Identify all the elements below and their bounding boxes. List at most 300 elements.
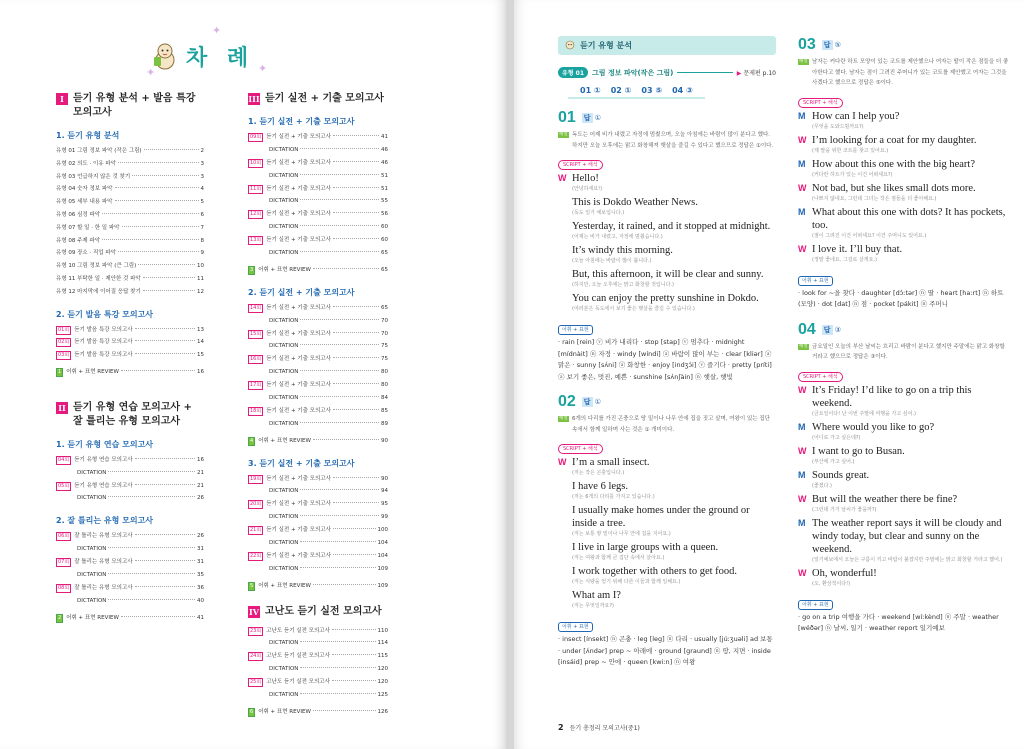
toc-row[interactable] [56,286,204,299]
korean-translation: (금요일이다! 난 이번 주말에 여행을 가고 싶어.) [812,410,916,417]
toc-label: DICTATION [77,571,107,578]
script-label: SCRIPT + 해석 [558,160,603,170]
toc-label: 고난도 듣기 실전 모의고사 [266,679,330,686]
toc-row[interactable] [248,208,388,221]
korean-translation: (부산에 가고 싶어.) [812,458,855,465]
dot-leader [300,199,379,200]
dot-leader [332,629,376,630]
korean-translation: (어디로 가고 싶은데?) [812,434,861,441]
toc-row[interactable] [248,498,388,511]
session-badge: 13회 [250,237,262,244]
toc-page: 16 [197,368,204,375]
part-number: IV [249,606,259,617]
dot-leader [300,422,379,423]
toc-row[interactable] [56,480,204,493]
script-line [798,445,1010,466]
script-line [558,504,776,538]
toc-label: 듣기 실전 + 기출 모의고사 [266,304,331,311]
toc-row[interactable] [248,353,388,366]
toc-row[interactable] [248,247,388,260]
dot-leader [118,251,199,252]
english-sentence: What am I? [572,590,621,601]
toc-row[interactable] [248,221,388,234]
toc-row[interactable] [248,405,388,418]
toc-review [248,264,388,277]
toc-row[interactable] [248,580,388,593]
toc-row[interactable] [56,467,204,480]
toc-page: 40 [197,597,204,604]
toc-page: 126 [377,708,388,715]
korean-translation: (저는 여왕과 함께 큰 집단 속에서 살아요.) [572,555,665,561]
toc-row[interactable] [248,418,388,431]
dot-leader [300,693,375,694]
toc-row[interactable] [248,706,388,719]
toc-label: DICTATION [269,369,299,376]
toc-row[interactable] [56,336,204,349]
korean-translation: (하지만, 오늘 오후에는 맑고 화창할 것입니다.) [572,282,674,288]
session-badge: 25회 [250,679,262,686]
toc-row[interactable] [248,144,388,157]
session-badge: 16회 [250,356,262,363]
dot-leader [132,175,198,176]
toc-page: 75 [381,343,388,350]
toc-page: 65 [381,304,388,311]
question-header [558,109,776,127]
toc-row[interactable] [248,170,388,183]
toc-label: 고난도 듣기 실전 모의고사 [266,653,330,660]
part-title: 고난도 듣기 실전 모의고사 [265,605,382,617]
toc-row[interactable] [56,556,204,569]
toc-label: 듣기 실전 + 기출 모의고사 [266,330,331,337]
review-badge: 2 [58,614,62,621]
toc-row[interactable] [248,563,388,576]
toc-row[interactable] [248,689,388,702]
english-sentence: I usually make homes under the ground or inside a tree. [572,505,750,529]
answer-label: 답 [823,325,831,334]
toc-label: 어휘 + 표현 REVIEW [258,708,311,715]
toc-label: 듣기 발음 특강 모의고사 [74,339,133,346]
session-badge: 23회 [250,627,262,634]
dot-leader [300,370,379,371]
answer-item: 01 ① [580,86,601,95]
dot-leader [300,319,379,320]
session-badge: 11회 [250,185,262,192]
toc-page: 46 [381,146,388,153]
answer-label: 답 [823,41,831,49]
toc-label: 유형 04 숫자 정보 파악 [56,186,113,193]
speaker-label: W [798,134,807,145]
speaker-label: W [798,182,807,193]
dot-leader [333,477,379,478]
type-name: 그림 정보 파악(작은 그림) [592,68,674,77]
toc-label: 듣기 실전 + 기출 모의고사 [266,501,331,508]
question-header [798,321,1010,339]
dot-leader [313,584,376,585]
toc-page: 21 [197,469,204,476]
speaker-label: M [798,469,806,480]
question-header [558,393,776,411]
section-title: 1. 듣기 유형 분석 [56,131,120,140]
toc-row[interactable] [56,582,204,595]
toc-row[interactable] [248,625,388,638]
toc-row[interactable] [248,302,388,315]
dot-leader [108,471,195,472]
dot-leader [333,357,379,358]
toc-label: DICTATION [269,198,299,205]
script-line [798,493,1010,514]
toc-page: 3 [200,160,204,167]
toc-page: 10 [197,263,204,270]
dot-leader [143,290,195,291]
speaker-label: W [798,243,807,254]
toc-row[interactable] [248,537,388,550]
toc-page: 109 [377,582,388,589]
toc-row[interactable] [56,349,204,362]
toc-row[interactable] [56,158,204,171]
answer-label: 답 [583,114,591,122]
right-page [514,0,1024,749]
english-sentence: How about this one with the big heart? [812,158,976,170]
toc-page: 26 [197,495,204,502]
toc-row[interactable] [56,247,204,260]
explanation [798,57,1010,89]
toc-row[interactable] [56,492,204,505]
dot-leader [121,616,195,617]
toc-row[interactable] [56,196,204,209]
part-number: II [56,402,68,414]
english-sentence: Not bad, but she likes small dots more. [812,182,976,194]
session-badge: 10회 [250,159,262,166]
english-sentence: This is Dokdo Weather News. [572,197,698,208]
dot-leader [300,148,379,149]
speaker-label: M [798,421,806,432]
korean-translation: (저는 보통 땅 밑이나 나무 안에 집을 지어요.) [572,531,671,537]
toc-page: 56 [381,211,388,218]
vocab-label: 어휘 + 표현 [558,325,593,335]
toc-label: 어휘 + 표현 REVIEW [258,582,311,589]
korean-translation: (점이 그려진 이건 어떠세요? 이건 주머니도 있어요.) [812,232,927,239]
answer-column-2 [798,36,1010,635]
dot-leader [135,458,195,459]
dot-leader [108,573,195,574]
speaker-label: W [798,567,807,578]
session-badge: 14회 [250,304,262,311]
explain-tag: 해설 [559,132,568,137]
toc-page: 9 [200,250,204,257]
dot-leader [102,213,198,214]
toc-row[interactable] [248,328,388,341]
toc-label: DICTATION [269,666,299,673]
toc-row[interactable] [248,550,388,563]
toc-row[interactable] [56,260,204,273]
session-badge: 02회 [58,339,70,346]
question-header [798,36,1010,54]
toc-label: 유형 01 그림 정보 파악 (작은 그림) [56,148,142,154]
session-badge: 21회 [250,527,262,534]
dot-leader [300,489,379,490]
toc-row[interactable] [248,157,388,170]
toc-page: 51 [381,185,388,192]
dot-leader [300,344,379,345]
toc-page: 114 [377,640,388,647]
english-sentence: What about this one with dots? It has pockets, too. [812,206,1006,231]
script-line [558,589,776,610]
toc-page: 80 [381,382,388,389]
session-badge: 05회 [58,482,70,489]
toc-list [248,625,388,702]
dot-leader [135,560,195,561]
question-number: 01 [558,109,576,126]
toc-row[interactable] [248,340,388,353]
toc-review [56,612,204,625]
toc-label: 어휘 + 표현 REVIEW [66,614,119,621]
english-sentence: But, this afternoon, it will be clear and sunny. [572,269,764,280]
explanation [798,342,1010,363]
toc-row[interactable] [248,650,388,663]
toc-row[interactable] [56,595,204,608]
toc-row[interactable] [56,235,204,248]
english-sentence: Sounds great. [812,469,870,481]
dot-leader [108,496,195,497]
dot-leader [333,502,379,503]
part-number: I [56,93,68,105]
script-line [558,292,776,313]
toc-page: 31 [197,559,204,566]
explain-tag: 해설 [559,416,568,421]
toc-row[interactable] [56,273,204,286]
toc-page: 104 [377,552,388,559]
toc-list [248,131,388,260]
toc-label: 잘 틀리는 유형 모의고사 [74,533,133,540]
session-badge: 03회 [58,352,70,359]
answer-label: 답 [583,398,591,406]
toc-row[interactable] [248,676,388,689]
dot-leader [333,409,379,410]
script-line [558,172,776,193]
sparkle-icon: ✦ [258,62,268,75]
toc-row[interactable] [248,264,388,277]
dot-leader [121,370,195,371]
part-heading [56,92,204,120]
toc-row[interactable] [56,171,204,184]
explain-tag: 해설 [799,59,808,64]
speaker-label: M [798,110,806,121]
review-badge: 5 [250,582,254,589]
toc-row[interactable] [56,324,204,337]
toc-page: 41 [197,614,204,621]
toc-row[interactable] [56,543,204,556]
toc-row[interactable] [248,663,388,676]
toc-row[interactable] [248,195,388,208]
page-footer [558,723,640,732]
korean-translation: (저는 작은 곤충입니다.) [572,470,625,476]
dot-leader [300,225,379,226]
toc-list [248,473,388,576]
toc-page: 65 [381,266,388,273]
toc-page: 80 [381,369,388,376]
answer-mark [822,325,841,335]
dot-leader [333,528,376,529]
toc-row[interactable] [56,145,204,158]
korean-translation: (나쁘지 않네요, 그런데 그녀는 작은 점들을 더 좋아해요.) [812,195,937,202]
toc-label: 유형 03 언급하지 않은 것 찾기 [56,173,131,180]
dot-leader [313,710,376,711]
dot-leader [332,680,376,681]
toc-label: DICTATION [269,224,299,231]
korean-translation: (저는 6개의 다리를 가지고 있습니다.) [572,494,655,500]
english-sentence: Oh, wonderful! [812,567,877,579]
dot-leader [135,340,195,341]
speaker-label: M [798,517,806,528]
mascot-icon [152,41,178,71]
toc-row[interactable] [248,379,388,392]
answer-value: ① [594,114,601,122]
korean-translation: (독도 일기 예보입니다.) [572,210,625,216]
english-sentence: You can enjoy the pretty sunshine in Dokdo. [572,293,759,304]
explanation-text: 남자는 커다란 하트 모양이 있는 코트를 제안했으나 여자는 딸이 작은 점들을 더 좋아한다고 했다. 남자는 점이 그려진 주머니가 있는 코트를 제안했고 여자는 그것을 사겠다고 했으므로 정답은 ⑤이다. [812,59,1009,86]
toc-page: 90 [381,437,388,444]
toc-row[interactable] [248,183,388,196]
dot-leader [300,174,379,175]
toc-label: DICTATION [269,488,299,495]
section-title: 3. 듣기 실전 + 기출 모의고사 [248,458,355,468]
dot-leader [115,200,199,201]
toc-row[interactable] [248,234,388,247]
script-line [558,220,776,241]
english-sentence: But will the weather there be fine? [812,493,958,505]
answer-value: ⑤ [834,41,841,49]
toc-label: 유형 09 장소 · 직업 파악 [56,250,116,257]
toc-row[interactable] [248,366,388,379]
english-sentence: I love it. I’ll buy that. [812,243,903,255]
dot-leader [115,187,199,188]
toc-label: 유형 06 심정 파악 [56,211,101,218]
toc-row[interactable] [56,222,204,235]
dot-leader [333,383,379,384]
toc-row[interactable] [56,569,204,582]
english-sentence: I’m a small insect. [572,457,650,468]
dot-leader [313,439,379,440]
toc-label: 듣기 발음 특강 모의고사 [74,326,133,333]
toc-page: 12 [197,288,204,295]
toc-row[interactable] [248,435,388,448]
review-badge: 3 [250,266,254,273]
review-badge: 1 [58,368,62,375]
session-badge: 06회 [58,533,70,540]
toc-row[interactable] [56,366,204,379]
toc-column-1 [56,92,204,625]
english-sentence: Where would you like to go? [812,421,935,433]
toc-label: 어휘 + 표현 REVIEW [258,266,311,273]
toc-row[interactable] [248,473,388,486]
toc-page: 99 [381,514,388,521]
toc-row[interactable] [248,131,388,144]
toc-row[interactable] [248,315,388,328]
part-number: III [248,94,260,104]
answer-column-1 [558,36,776,669]
english-sentence: It’s windy this morning. [572,245,673,256]
script-line [798,469,1010,490]
toc-page: 51 [381,172,388,179]
section-title: 2. 듣기 실전 + 기출 모의고사 [248,287,355,297]
dot-leader [108,599,195,600]
toc-page: 5 [200,199,204,206]
question-block [558,393,776,669]
script-line [798,517,1010,564]
part-heading [248,605,388,619]
toc-label: 어휘 + 표현 REVIEW [258,437,311,444]
korean-translation: (커다란 하트가 있는 이건 어떠세요?) [812,171,893,178]
toc-row[interactable] [56,530,204,543]
speaker-label: M [798,158,806,169]
korean-translation: (오, 환상적이다!) [812,580,851,587]
toc-row[interactable] [56,209,204,222]
session-badge: 04회 [58,456,70,463]
toc-label: 유형 12 마지막에 이어질 응답 찾기 [56,288,141,295]
script-line [558,196,776,217]
session-badge: 19회 [250,475,262,482]
dot-leader [333,135,379,136]
toc-label: 듣기 유형 연습 모의고사 [74,482,133,489]
session-badge: 09회 [250,134,262,140]
toc-row[interactable] [56,183,204,196]
page-reference: ▶ 문제편 p.10 [736,70,776,77]
toc-page: 41 [381,134,388,140]
dot-leader [333,554,376,555]
dot-leader [135,586,195,587]
english-sentence: I have 6 legs. [572,481,628,492]
english-sentence: Hello! [572,173,599,184]
toc-row[interactable] [56,454,204,467]
toc-row[interactable] [248,392,388,405]
toc-page: 2 [200,148,204,154]
toc-review [248,706,388,719]
script-label: SCRIPT + 해석 [558,444,603,454]
type-pill: 유형 01 [558,67,588,78]
toc-label: DICTATION [269,317,299,324]
script-line [798,567,1010,588]
session-badge: 01회 [58,326,70,333]
toc-page: 120 [377,666,388,673]
speaker-label: W [558,457,567,467]
toc-row[interactable] [248,485,388,498]
toc-label: 잘 틀리는 유형 모의고사 [74,559,133,566]
section-title: 2. 듣기 발음 특강 모의고사 [56,309,154,319]
toc-row[interactable] [56,612,204,625]
script-line [798,182,1010,203]
vocab-list: · go on a trip 여행을 가다 · weekend [wíːkènd] ⓝ 주말 · weather [wéðər] ⓝ 날씨, 일기 · weather report 일기예보 [798,612,999,632]
type-header [558,67,776,78]
toc-page: 95 [381,501,388,508]
toc-page: 21 [197,482,204,489]
session-badge: 08회 [58,584,70,591]
toc-page: 36 [197,584,204,591]
toc-page: 14 [197,339,204,346]
answer-item: 02 ① [610,86,632,95]
session-badge: 22회 [250,552,262,559]
answer-item: 04 ③ [672,86,693,95]
toc-row[interactable] [248,511,388,524]
english-sentence: I want to go to Busan. [812,445,905,457]
dot-leader [135,353,195,354]
toc-row[interactable] [248,524,388,537]
toc-row[interactable] [248,637,388,650]
toc-page: 85 [381,407,388,414]
dot-leader [333,332,379,333]
toc-page: 15 [197,352,204,359]
session-badge: 17회 [250,382,262,389]
toc-column-2 [248,92,388,719]
